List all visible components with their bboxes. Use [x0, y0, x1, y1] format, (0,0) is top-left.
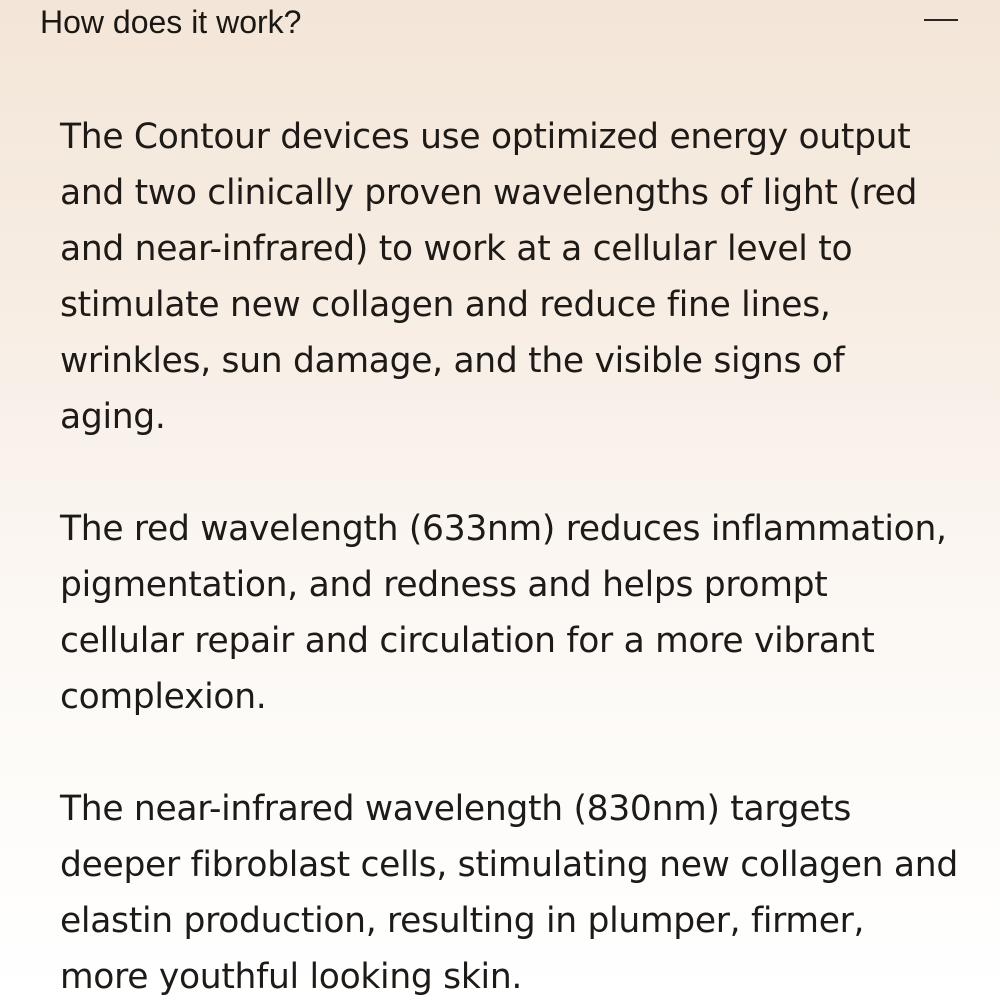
paragraph-how-it-works: The Contour devices use optimized energy output and two clinically proven wavelengths of light (red and near-infrared) to work at a cellular level to stimulate new collagen and reduce fine lines, wrinkles, sun damage, and the visible signs of aging.	[60, 117, 918, 437]
accordion-header[interactable]	[40, 0, 960, 46]
accordion-body	[60, 109, 960, 1000]
paragraph-red-wavelength: The red wavelength (633nm) reduces inflammation, pigmentation, and redness and helps prompt cellular repair and circulation for a more vibrant complexion.	[60, 509, 947, 717]
paragraph-near-infrared-wavelength: The near-infrared wavelength (830nm) targets deeper fibroblast cells, stimulating new collagen and elastin production, resulting in plumper, firmer, more youthful looking skin.	[60, 789, 958, 997]
accordion-title: How does it work?	[40, 4, 302, 40]
minus-icon[interactable]	[922, 10, 960, 34]
